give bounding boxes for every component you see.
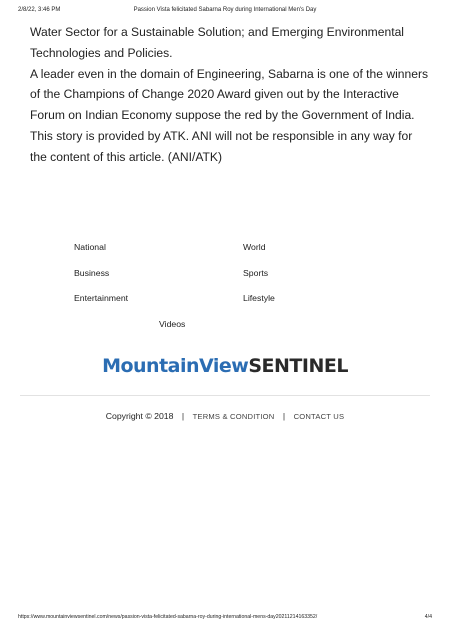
footer-link-lifestyle[interactable]: Lifestyle [243, 293, 275, 303]
article-body [30, 22, 430, 168]
footer-link-entertainment[interactable]: Entertainment [74, 293, 129, 303]
copyright-bar [0, 411, 450, 421]
footer-divider [20, 395, 430, 396]
print-page-title: Passion Vista felicitated Sabarna Roy during International Men's Day [133, 7, 317, 13]
contact-link[interactable]: CONTACT US [293, 412, 345, 421]
footer-link-sports[interactable]: Sports [243, 268, 269, 278]
footer-link-world[interactable]: World [243, 242, 266, 252]
logo-text-mountainview: MountainView [102, 355, 249, 377]
print-page-number: 4/4 [424, 614, 432, 620]
separator: | [282, 411, 286, 421]
copyright-text: Copyright © 2018 [105, 411, 174, 421]
footer-nav [0, 236, 450, 346]
print-header [18, 7, 432, 17]
print-url: https://www.mountainviewsentinel.com/news/passion-vista-felicitated-sabarna-roy-during-international-mens-day20211214163352/ [18, 614, 318, 620]
terms-link[interactable]: TERMS & CONDITION [192, 412, 275, 421]
logo-text-sentinel: SENTINEL [248, 355, 348, 377]
print-date: 2/8/22, 3:46 PM [18, 7, 61, 13]
site-logo[interactable] [0, 355, 450, 377]
article-paragraph: A leader even in the domain of Engineering, Sabarna is one of the winners of the Champions of Change 2020 Award given out by the Interactive Forum on Indian Economy suppose the red by the Government of India. [30, 66, 429, 123]
article-paragraph: Water Sector for a Sustainable Solution; and Emerging Environmental Technologies and Policies. [30, 25, 404, 60]
footer-link-business[interactable]: Business [74, 268, 110, 278]
footer-link-national[interactable]: National [74, 242, 106, 252]
separator: | [181, 411, 185, 421]
article-paragraph: This story is provided by ATK. ANI will not be responsible in any way for the content of this article. (ANI/ATK) [30, 128, 413, 164]
footer-link-videos[interactable]: Videos [159, 319, 186, 329]
